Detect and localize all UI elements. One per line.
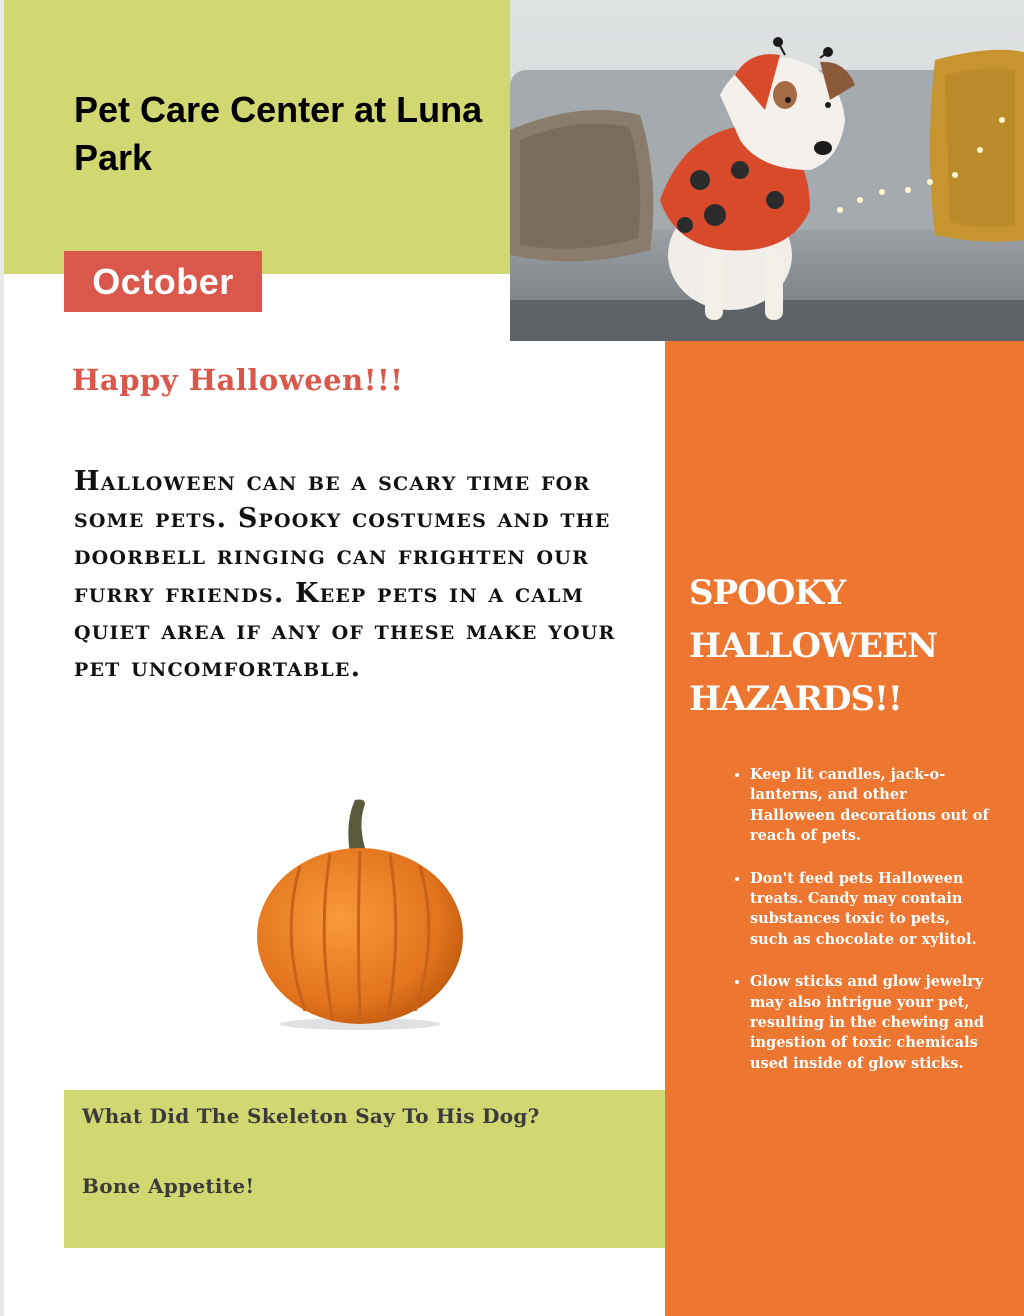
joke-question: What Did The Skeleton Say To His Dog? [82, 1104, 540, 1128]
hazard-item: • Keep lit candles, jack-o-lanterns, and other Halloween decorations out of reach of pets. [750, 765, 990, 847]
pumpkin-stem [348, 800, 367, 855]
happy-halloween-heading: Happy Halloween!!! [72, 363, 404, 397]
pumpkin-image [245, 796, 475, 1036]
hazards-sidebar [665, 341, 1024, 1316]
pumpkin-icon [245, 796, 475, 1036]
halloween-body-text: Halloween can be a scary time for some pets. Spooky costumes and the doorbell ringing can frighten our furry friends. Keep pets in a calm quiet area if any of these make your pet uncomfortable. [74, 466, 616, 684]
hazard-item: • Glow sticks and glow jewelry may also intrigue your pet, resulting in the chewing and ingestion of toxic chemicals used inside of glow sticks. [750, 972, 990, 1074]
joke-answer: Bone Appetite! [82, 1174, 255, 1198]
joke-block [64, 1090, 665, 1248]
newsletter-title: Pet Care Center at Luna Park [74, 89, 483, 178]
hazard-item: • Don't feed pets Halloween treats. Candy may contain substances toxic to pets, such as chocolate or xylitol. [750, 869, 990, 951]
dog-photo [510, 0, 1024, 341]
title-block [4, 0, 510, 274]
mustard-pillow [930, 50, 1024, 242]
dog-in-ladybug-costume-photo [510, 0, 1024, 341]
hazards-heading: SPOOKY HALLOWEEN HAZARDS!! [689, 573, 938, 719]
hazards-list [721, 765, 990, 1096]
month-badge: October [64, 251, 262, 312]
patterned-pillow [510, 110, 653, 261]
